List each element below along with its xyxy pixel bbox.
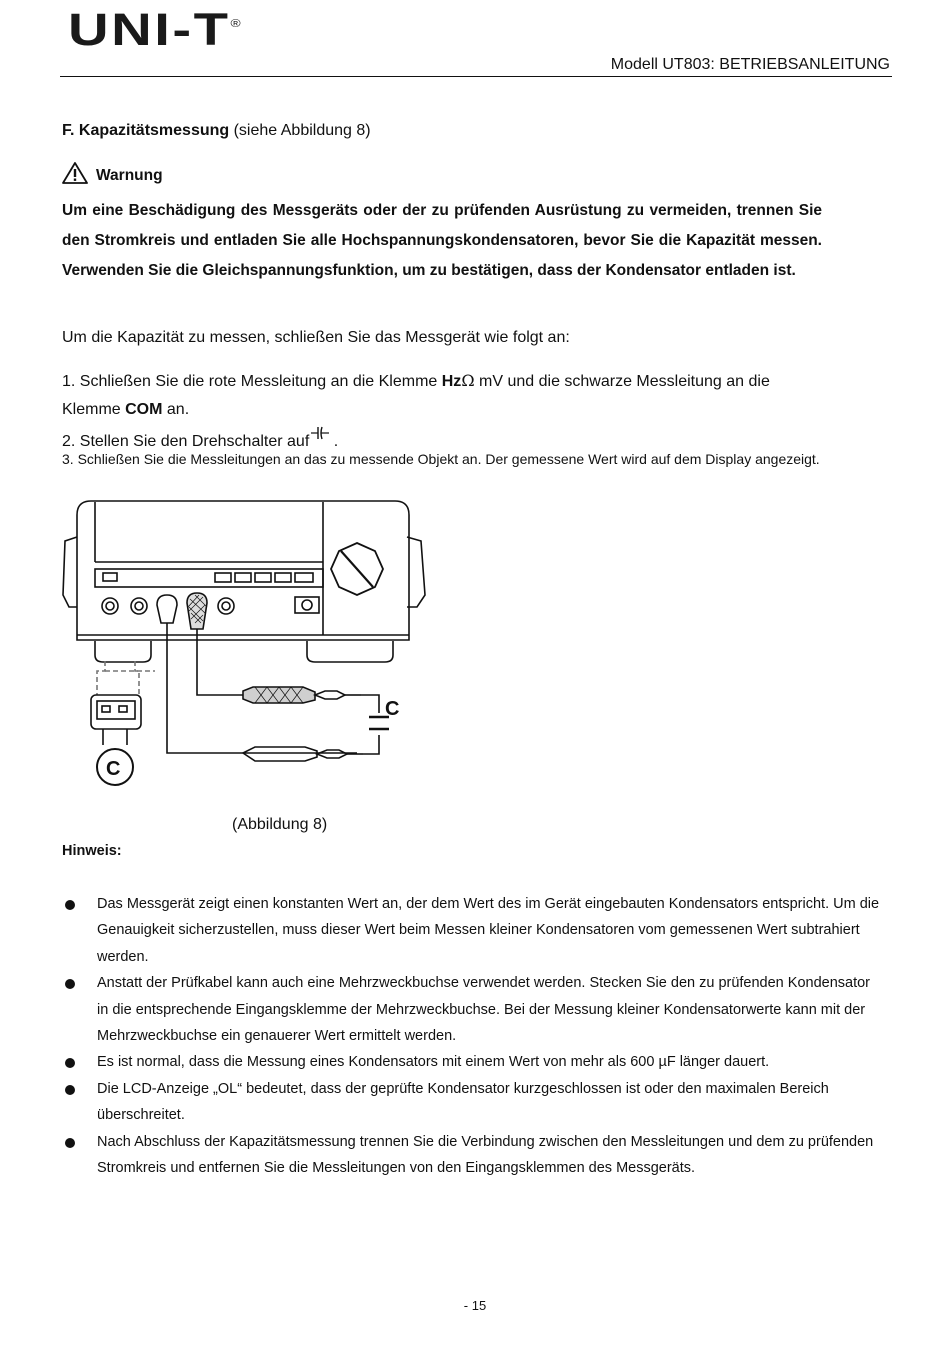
- label-c: C: [385, 698, 400, 720]
- warning-heading: Warnung: [62, 162, 163, 185]
- multipurpose-socket: [91, 695, 141, 729]
- warning-triangle-icon: [62, 162, 88, 184]
- button-strip: [95, 569, 323, 587]
- terminal-5: [218, 598, 234, 614]
- note-item: Das Messgerät zeigt einen konstanten Wert an, der dem Wert des im Gerät eingebauten Kondensators entspricht. Um die Genauigkeit sicherzustellen, muss dieser Wert beim Messen kleiner Kondensatoren vom gemessenen Wert subtrahiert werden.: [62, 891, 882, 970]
- step-1-line-1: 1. Schließen Sie die rote Messleitung an die Klemme HzΩ mV und die schwarze Messleitung an die: [62, 371, 770, 390]
- document-header-title: Modell UT803: BETRIEBSANLEITUNG: [610, 56, 890, 73]
- meter-left-handle: [63, 537, 77, 607]
- red-lead-wire: [197, 629, 243, 695]
- figure-caption: (Abbildung 8): [232, 816, 328, 833]
- uni-t-logo: UNI-T®: [68, 4, 241, 55]
- note-item: Nach Abschluss der Kapazitätsmessung trennen Sie die Verbindung zwischen den Messleitungen und dem zu prüfenden Stromkreis und entfernen Sie die Messleitungen von den Eingangsklemmen des Messgeräts.: [62, 1129, 882, 1182]
- capacitor-symbol-icon: [311, 426, 329, 440]
- step-1-line-2: Klemme COM an.: [62, 401, 190, 418]
- page-number: - 15: [463, 1298, 487, 1313]
- bullet-icon: [65, 979, 75, 989]
- bullet-icon: [65, 1058, 75, 1068]
- intro-text: Um die Kapazität zu messen, schließen Sie das Messgerät wie folgt an:: [62, 329, 570, 346]
- com-plug: [157, 595, 177, 623]
- bullet-icon: [65, 1085, 75, 1095]
- notes-heading: Hinweis:: [62, 843, 122, 859]
- header-divider: [60, 76, 892, 77]
- note-item: Es ist normal, dass die Messung eines Kondensators mit einem Wert von mehr als 600 µF länger dauert.: [62, 1049, 882, 1075]
- bullet-icon: [65, 900, 75, 910]
- step-2: 2. Stellen Sie den Drehschalter auf .: [62, 426, 338, 451]
- terminal-2: [131, 598, 147, 614]
- socket-label-c: C: [106, 758, 121, 780]
- warning-text: Um eine Beschädigung des Messgeräts oder der zu prüfenden Ausrüstung zu vermeiden, trennen Sie den Stromkreis und entladen Sie alle Hochspannungskondensatoren, bevor Sie die Kapazität messen. Verwenden Sie die Gleichspannungsfunktion, um zu bestätigen, dass der Kondensator entladen ist.: [62, 202, 822, 279]
- capacitance-measurement-diagram: [55, 495, 445, 795]
- section-title: F. Kapazitätsmessung (siehe Abbildung 8): [62, 122, 371, 139]
- bullet-icon: [65, 1138, 75, 1148]
- terminal-1: [102, 598, 118, 614]
- v-plug: [187, 593, 207, 629]
- red-probe: [243, 687, 315, 703]
- notes-list: [62, 891, 882, 1181]
- step-3: 3. Schließen Sie die Messleitungen an das zu messende Objekt an. Der gemessene Wert wird auf dem Display angezeigt.: [62, 451, 820, 467]
- black-probe: [243, 747, 317, 761]
- note-item: Anstatt der Prüfkabel kann auch eine Mehrzweckbuchse verwendet werden. Stecken Sie den zu prüfenden Kondensator in die entsprechende Eingangsklemme der Mehrzweckbuchse. Bei der Messung kleiner Kondensatorwerte kann mit der Mehrzweckbuchse ein genauerer Wert ermittelt werden.: [62, 970, 882, 1049]
- note-item: Die LCD-Anzeige „OL“ bedeutet, dass der geprüfte Kondensator kurzgeschlossen ist oder den maximalen Bereich überschreitet.: [62, 1076, 882, 1129]
